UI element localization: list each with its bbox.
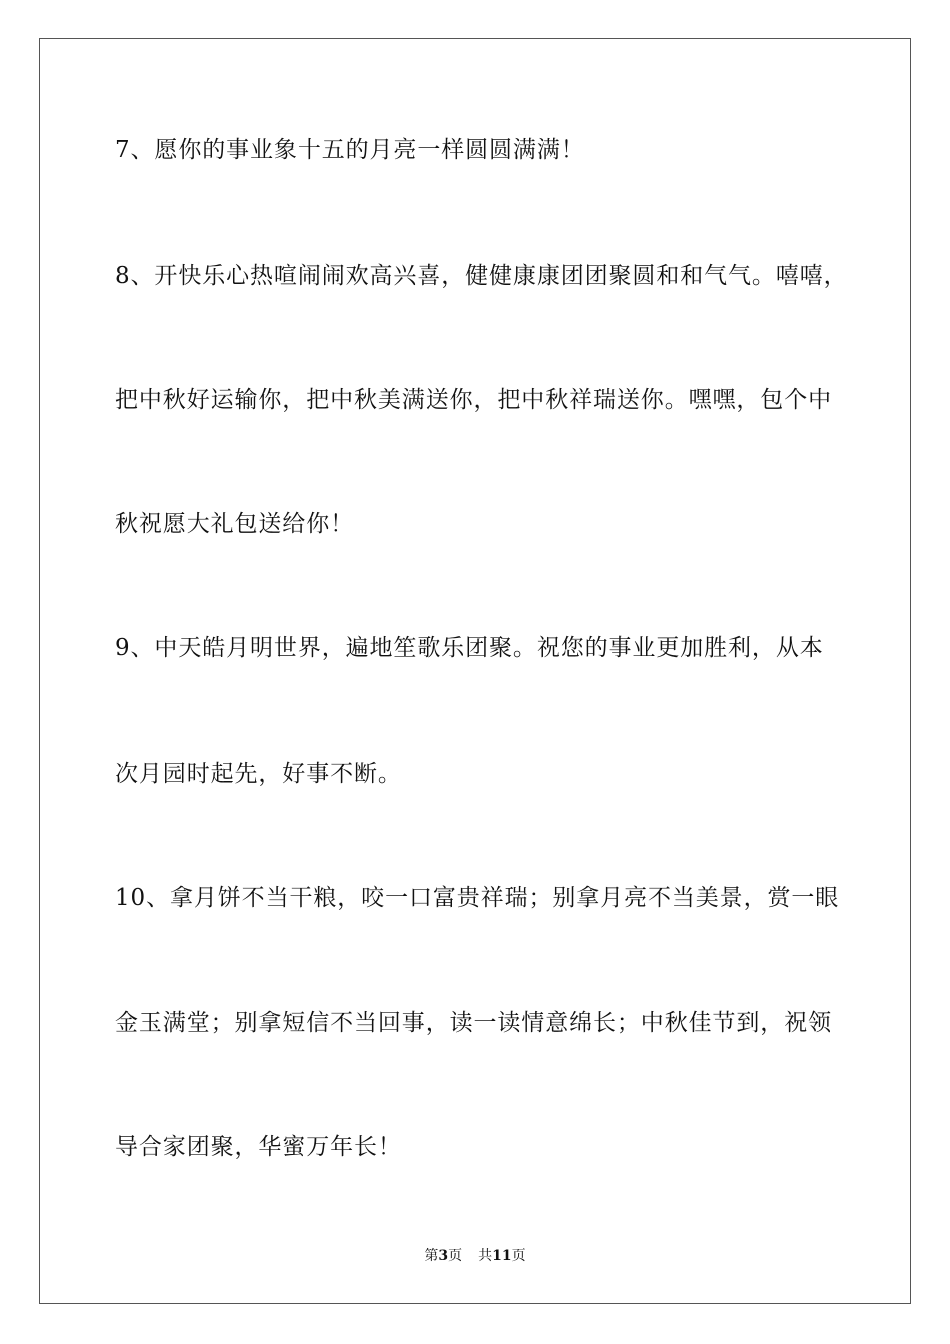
paragraph-line-10b: 金玉满堂；别拿短信不当回事，读一读情意绵长；中秋佳节到，祝领 [115, 1010, 832, 1036]
paragraph-line-9a: 9、中天皓月明世界，遍地笙歌乐团聚。祝您的事业更加胜利，从本 [115, 635, 824, 661]
paragraph-line-8c: 秋祝愿大礼包送给你！ [115, 511, 354, 537]
paragraph-line-10c: 导合家团聚，华蜜万年长！ [115, 1134, 402, 1160]
total-pages-suffix: 页 [511, 1248, 526, 1264]
page-border [39, 38, 911, 1304]
paragraph-line-9b: 次月园时起先，好事不断。 [115, 761, 402, 787]
page-number-suffix: 页 [448, 1248, 463, 1264]
total-pages: 11 [492, 1248, 512, 1264]
paragraph-line-8b: 把中秋好运输你，把中秋美满送你，把中秋祥瑞送你。嘿嘿，包个中 [115, 387, 832, 413]
page-number: 3 [438, 1248, 449, 1264]
total-pages-prefix: 共 [478, 1248, 493, 1264]
paragraph-line-8a: 8、开快乐心热喧闹闹欢高兴喜，健健康康团团聚圆和和气气。嘻嘻， [115, 263, 848, 289]
paragraph-line-10a: 10、拿月饼不当干粮，咬一口富贵祥瑞；别拿月亮不当美景，赏一眼 [115, 885, 840, 911]
page-number-prefix: 第 [424, 1248, 439, 1264]
page-footer [0, 1247, 950, 1265]
paragraph-line-7: 7、愿你的事业象十五的月亮一样圆圆满满！ [115, 137, 585, 163]
